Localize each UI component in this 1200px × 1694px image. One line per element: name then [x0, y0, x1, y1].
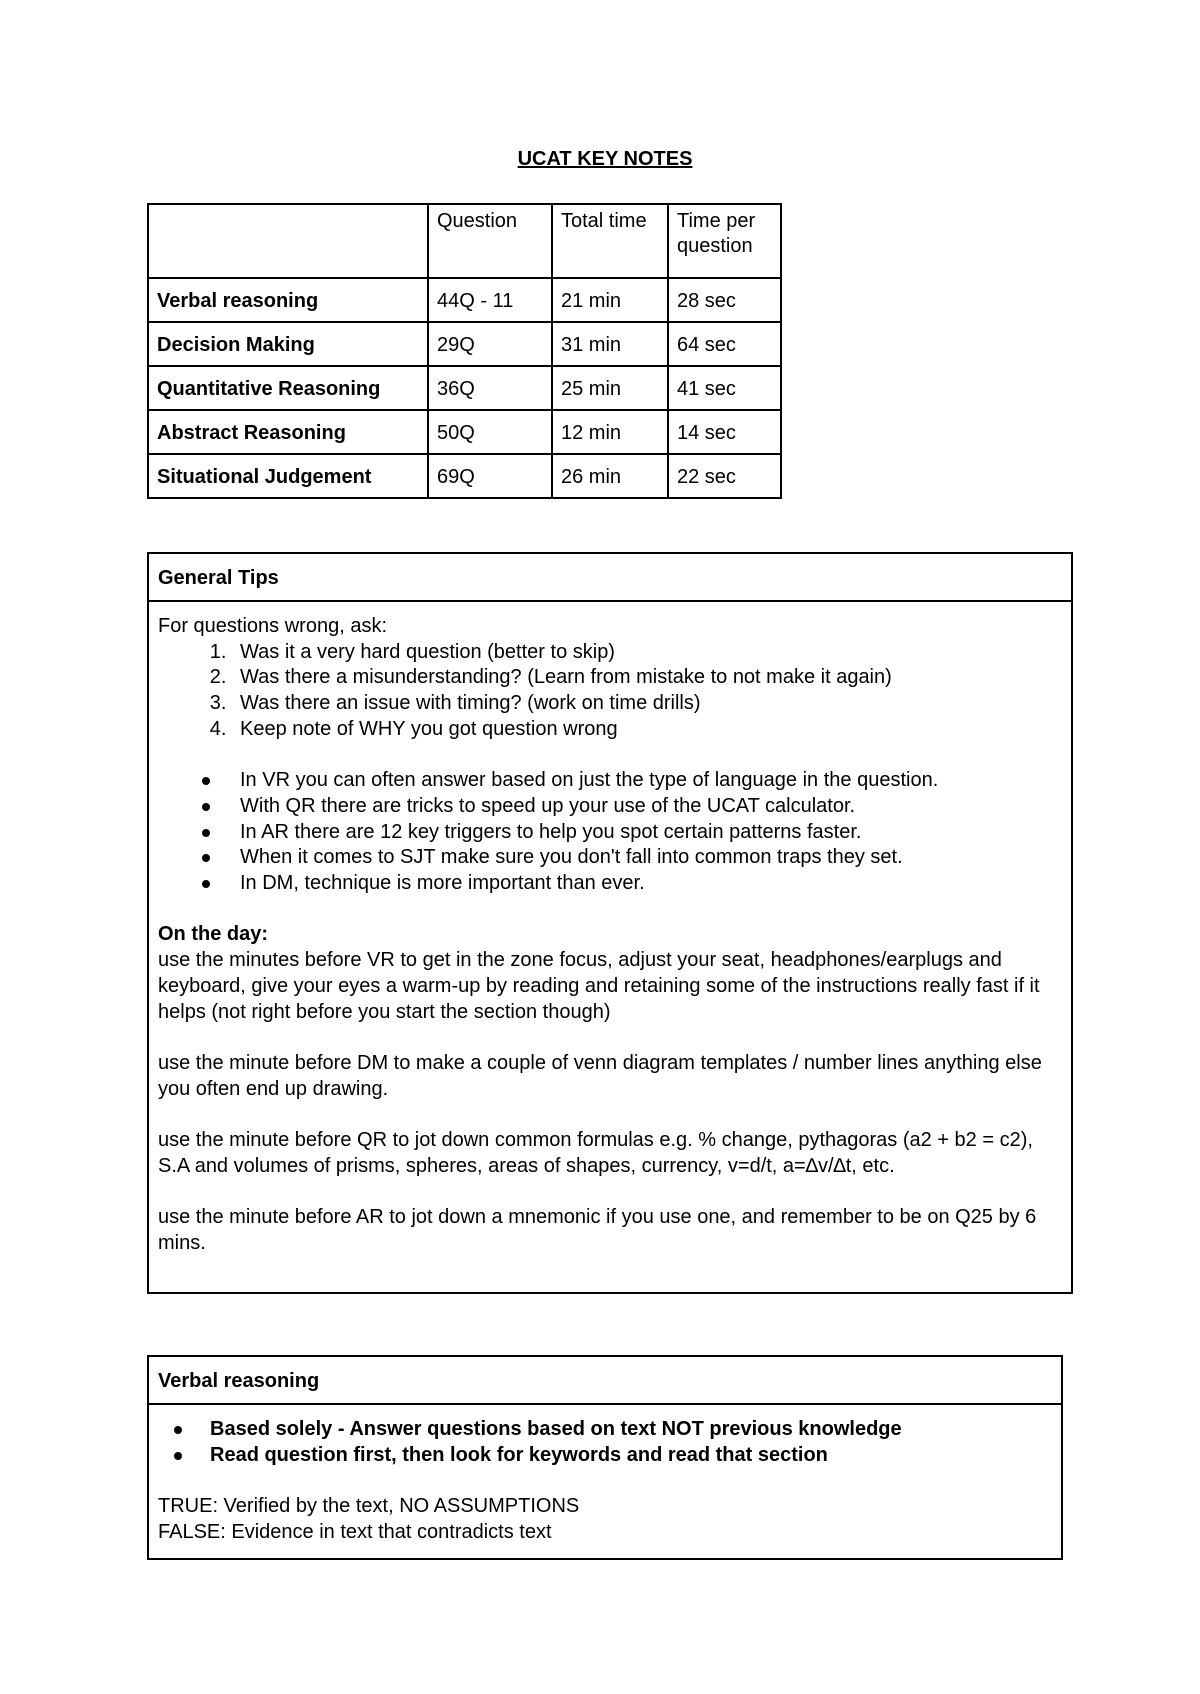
time-per-question: 22 sec	[668, 454, 781, 498]
verbal-reasoning-heading: Verbal reasoning	[149, 1357, 1061, 1405]
bullet-icon	[202, 803, 210, 811]
section-name: Decision Making	[148, 322, 428, 366]
list-item: 4. Keep note of WHY you got question wrong	[232, 717, 1062, 743]
on-the-day-ar: use the minute before AR to jot down a mnemonic if you use one, and remember to be on Q25 by 6 mins.	[158, 1206, 1037, 1254]
bullet-list	[158, 1417, 1052, 1468]
header-cell-total-time: Total time	[552, 204, 668, 278]
question-count: 36Q	[428, 366, 552, 410]
total-time: 21 min	[552, 278, 668, 322]
table-header-row	[148, 204, 781, 278]
list-item: With QR there are tricks to speed up your use of the UCAT calculator.	[232, 794, 1062, 820]
list-item: When it comes to SJT make sure you don't fall into common traps they set.	[232, 845, 1062, 871]
bullet-icon	[202, 854, 210, 862]
question-count: 69Q	[428, 454, 552, 498]
tips-intro: For questions wrong, ask:	[158, 615, 387, 637]
time-per-question: 28 sec	[668, 278, 781, 322]
on-the-day-vr: use the minutes before VR to get in the zone focus, adjust your seat, headphones/earplugs and keyboard, give your eyes a warm-up by reading and retaining some of the instructions really fast if it helps (not right before you start the section though)	[158, 949, 1040, 1023]
bullet-icon	[174, 1452, 182, 1460]
general-tips-body	[149, 602, 1071, 1265]
bullet-icon	[202, 829, 210, 837]
on-the-day-dm: use the minute before DM to make a couple of venn diagram templates / number lines anything else you often end up drawing.	[158, 1051, 1042, 1100]
list-item: Read question first, then look for keywords and read that section	[202, 1443, 1052, 1469]
table-row	[148, 410, 781, 454]
time-per-question: 14 sec	[668, 410, 781, 454]
list-item: 1. Was it a very hard question (better to skip)	[232, 640, 1062, 666]
header-cell-time-per-question: Time per question	[668, 204, 781, 278]
table-row	[148, 322, 781, 366]
list-item: 2. Was there a misunderstanding? (Learn from mistake to not make it again)	[232, 665, 1062, 691]
total-time: 26 min	[552, 454, 668, 498]
total-time: 25 min	[552, 366, 668, 410]
timing-table	[147, 203, 782, 499]
bullet-icon	[202, 777, 210, 785]
list-item: In DM, technique is more important than ever.	[232, 871, 1062, 897]
verbal-reasoning-body	[149, 1405, 1061, 1554]
time-per-question: 64 sec	[668, 322, 781, 366]
header-cell-question: Question	[428, 204, 552, 278]
on-the-day-qr: use the minute before QR to jot down common formulas e.g. % change, pythagoras (a2 + b2 = c2), S.A and volumes of prisms, spheres, areas of shapes, currency, v=d/t, a=∆v/∆t, etc.	[158, 1129, 1033, 1177]
page-title: UCAT KEY NOTES	[517, 148, 693, 170]
section-name: Situational Judgement	[148, 454, 428, 498]
false-definition: FALSE: Evidence in text that contradicts text	[158, 1520, 552, 1543]
section-name: Quantitative Reasoning	[148, 366, 428, 410]
list-item: 3. Was there an issue with timing? (work on time drills)	[232, 691, 1062, 717]
total-time: 12 min	[552, 410, 668, 454]
bullet-list	[158, 768, 1062, 897]
on-the-day-heading: On the day:	[158, 923, 269, 946]
table-row	[148, 366, 781, 410]
bullet-icon	[202, 880, 210, 888]
bullet-icon	[174, 1426, 182, 1434]
numbered-list	[158, 640, 1062, 743]
true-definition: TRUE: Verified by the text, NO ASSUMPTIONS	[158, 1495, 580, 1518]
time-per-question: 41 sec	[668, 366, 781, 410]
header-cell-empty	[148, 204, 428, 278]
table-row	[148, 454, 781, 498]
table-row	[148, 278, 781, 322]
question-count: 29Q	[428, 322, 552, 366]
list-item: In AR there are 12 key triggers to help you spot certain patterns faster.	[232, 820, 1062, 846]
general-tips-box	[147, 552, 1073, 1294]
total-time: 31 min	[552, 322, 668, 366]
list-item: In VR you can often answer based on just the type of language in the question.	[232, 768, 1062, 794]
list-item: Based solely - Answer questions based on text NOT previous knowledge	[202, 1417, 1052, 1443]
section-name: Abstract Reasoning	[148, 410, 428, 454]
question-count: 50Q	[428, 410, 552, 454]
question-count: 44Q - 11	[428, 278, 552, 322]
general-tips-heading: General Tips	[149, 554, 1071, 602]
section-name: Verbal reasoning	[148, 278, 428, 322]
verbal-reasoning-box	[147, 1355, 1063, 1560]
